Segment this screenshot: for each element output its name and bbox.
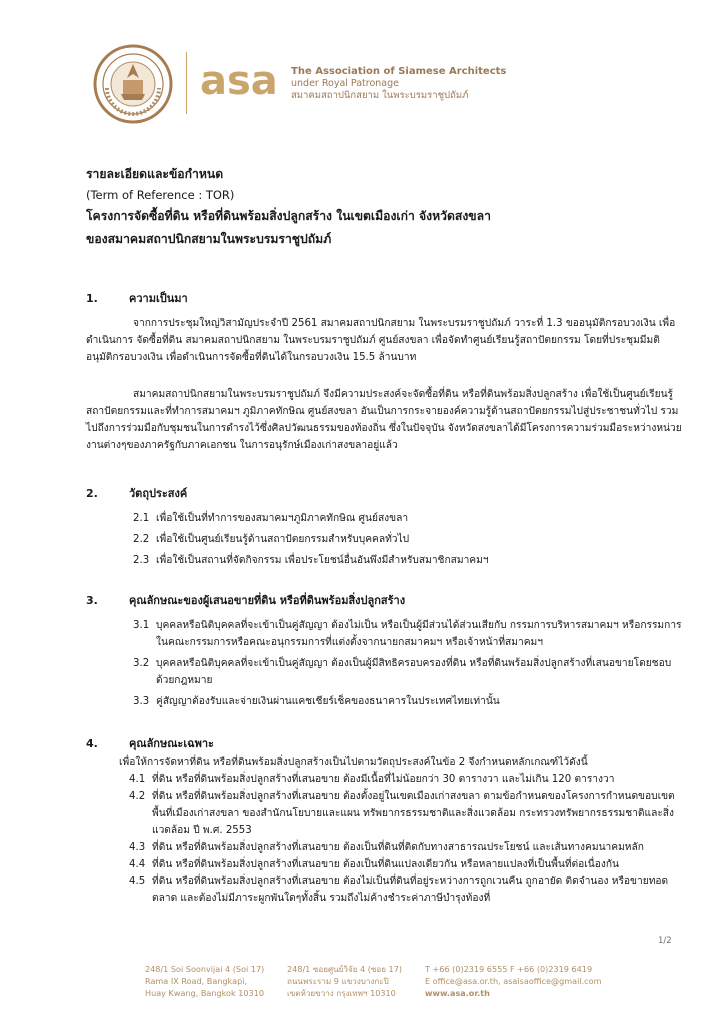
list-item-text: ที่ดิน หรือที่ดินพร้อมสิ่งปลูกสร้างที่เสนอขาย ต้องเป็นที่ดินที่ติดกับทางสาธารณประโยชน์ และเส้นทางคมนาคมหลัก: [152, 842, 644, 853]
section-number: 1.: [86, 292, 98, 305]
list-item: [129, 873, 686, 907]
title-line-2: (Term of Reference : TOR): [86, 188, 235, 202]
list-item-text: คู่สัญญาต้องรับและจ่ายเงินผ่านแคชเชียร์เช็คของธนาคารในประเทศไทยเท่านั้น: [156, 696, 500, 707]
header-divider: [186, 52, 187, 114]
list-item-number: 4.3: [129, 842, 146, 853]
list-item-text: บุคคลหรือนิติบุคคลที่จะเข้าเป็นคู่สัญญา ต้องไม่เป็น หรือเป็นผู้มีส่วนได้ส่วนเสียกับ กรรมการบริหารสมาคมฯ หรือกรรมการในคณะกรรมการหรือคณะอนุกรรมการที่แต่งตั้งจากนายกสมาคมฯ หรือเจ้าหน้าที่สมาคมฯ: [156, 620, 682, 648]
footer-website-link[interactable]: www.asa.or.th: [425, 988, 490, 999]
footer-line: เขตห้วยขวาง กรุงเทพฯ 10310: [287, 988, 396, 999]
footer-line: 248/1 Soi Soonvijai 4 (Soi 17): [145, 964, 265, 974]
list-item-text: ที่ดิน หรือที่ดินพร้อมสิ่งปลูกสร้างที่เสนอขาย ต้องไม่เป็นที่ดินที่อยู่ระหว่างการถูกเวนคืน ถูกอายัด ติดจำนอง หรือขายทอดตลาด และต้องไม่มีภาระผูกพันใดๆทั้งสิ้น รวมถึงไม่ค้างชำระค่าภาษีบำรุงท้องที่: [152, 876, 669, 904]
list-item-number: 3.3: [133, 696, 150, 707]
section-heading: [86, 290, 686, 307]
list-item-number: 3.2: [133, 658, 150, 669]
footer-email[interactable]: E office@asa.or.th, asaisaoffice@gmail.com: [425, 976, 602, 987]
section-intro: เพื่อให้การจัดหาที่ดิน หรือที่ดินพร้อมสิ่งปลูกสร้างเป็นไปตามวัตถุประสงค์ในข้อ 2 จึงกำหนดหลักเกณฑ์ไว้ดังนี้: [119, 757, 588, 768]
list-item-text: เพื่อใช้เป็นศูนย์เรียนรู้ด้านสถาปัตยกรรมสำหรับบุคคลทั่วไป: [156, 534, 410, 545]
section-title: คุณลักษณะเฉพาะ: [129, 737, 214, 750]
list-item: [133, 693, 686, 710]
footer-line: 248/1 ซอยศูนย์วิจัย 4 (ซอย 17): [287, 964, 403, 974]
association-name-th: สมาคมสถาปนิกสยาม ในพระบรมราชูปถัมภ์: [291, 90, 469, 101]
list-item-number: 4.1: [129, 774, 146, 785]
section-heading: [86, 592, 686, 609]
section-number: 3.: [86, 594, 98, 607]
list-item: [129, 771, 686, 788]
section-seller-qualifications: [86, 592, 686, 710]
list-item-text: เพื่อใช้เป็นสถานที่จัดกิจกรรม เพื่อประโยชน์อื่นอันพึงมีสำหรับสมาชิกสมาคมฯ: [156, 555, 489, 566]
list-item-number: 2.1: [133, 513, 150, 524]
page-number: 1/2: [658, 936, 672, 946]
list-item-number: 2.3: [133, 555, 150, 566]
list-item-text: ที่ดิน หรือที่ดินพร้อมสิ่งปลูกสร้างที่เสนอขาย ต้องตั้งอยู่ในเขตเมืองเก่าสงขลา ตามข้อกำหนดของโครงการกำหนดขอบเขตพื้นที่เมืองเก่าสงขลา ของสำนักนโยบายและแผน ทรัพยากรธรรมชาติและสิ่งแวดล้อม กระทรวงทรัพยากรธรรมชาติและสิ่งแวดล้อม ปี พ.ศ. 2553: [152, 791, 675, 836]
association-name: [291, 66, 506, 102]
association-seal-icon: [93, 44, 173, 124]
list-item: [129, 788, 686, 839]
list-item-text: บุคคลหรือนิติบุคคลที่จะเข้าเป็นคู่สัญญา ต้องเป็นผู้มีสิทธิครอบครองที่ดิน หรือที่ดินพร้อมสิ่งปลูกสร้างที่เสนอขายโดยชอบด้วยกฎหมาย: [156, 658, 672, 686]
list-item-text: เพื่อใช้เป็นที่ทำการของสมาคมฯภูมิภาคทักษิณ ศูนย์สงขลา: [156, 513, 409, 524]
list-item: [129, 839, 686, 856]
footer-address-th: [287, 963, 402, 1000]
list-item-text: ที่ดิน หรือที่ดินพร้อมสิ่งปลูกสร้างที่เสนอขาย ต้องเป็นที่ดินแปลงเดียวกัน หรือหลายแปลงที่เป็นพื้นที่ต่อเนื่องกัน: [152, 859, 619, 870]
list-item: [133, 655, 686, 689]
title-line-3: โครงการจัดซื้อที่ดิน หรือที่ดินพร้อมสิ่งปลูกสร้าง ในเขตเมืองเก่า จังหวัดสงขลา: [86, 209, 491, 223]
section-heading: [86, 485, 686, 502]
asa-logo-text: asa: [200, 58, 278, 104]
footer-line: ถนนพระราม 9 แขวงบางกะปิ: [287, 976, 389, 987]
document-title-block: [86, 163, 686, 251]
list-item: [129, 856, 686, 873]
list-item-text: ที่ดิน หรือที่ดินพร้อมสิ่งปลูกสร้างที่เสนอขาย ต้องมีเนื้อที่ไม่น้อยกว่า 30 ตารางวา และไม่เกิน 120 ตารางวา: [152, 774, 615, 785]
letterhead: [93, 44, 653, 124]
paragraph: สมาคมสถาปนิกสยามในพระบรมราชูปถัมภ์ จึงมีความประสงค์จะจัดซื้อที่ดิน หรือที่ดินพร้อมสิ่งปลูกสร้าง เพื่อใช้เป็นศูนย์เรียนรู้สถาปัตยกรรมและที่ทำการสมาคมฯ ภูมิภาคทักษิณ ศูนย์สงขลา อันเป็นการกระจายองค์ความรู้ด้านสถาปัตยกรรมไปสู่ประชาชนทั่วไป รวมไปถึงการร่วมมือกับชุมชนในการดำรงไว้ซึ่งศิลปวัฒนธรรมของท้องถิ่น ซึ่งในปัจจุบัน จังหวัดสงขลาได้มีโครงการความร่วมมือระหว่างหน่วยงานต่างๆของภาครัฐกับภาคเอกชน ในการอนุรักษ์เมืองเก่าสงขลาอยู่แล้ว: [86, 389, 682, 451]
section-number: 2.: [86, 487, 98, 500]
section-title: วัตถุประสงค์: [129, 487, 188, 500]
section-title: คุณลักษณะของผู้เสนอขายที่ดิน หรือที่ดินพร้อมสิ่งปลูกสร้าง: [129, 594, 406, 607]
association-patronage-en: under Royal Patronage: [291, 78, 400, 89]
paragraph: จากการประชุมใหญ่วิสามัญประจำปี 2561 สมาคมสถาปนิกสยาม ในพระบรมราชูปถัมภ์ วาระที่ 1.3 ขออนุมัติกรอบวงเงิน เพื่อดำเนินการ จัดซื้อที่ดิน สมาคมสถาปนิกสยาม ในพระบรมราชูปถัมภ์ ศูนย์สงขลา เพื่อจัดทำศูนย์เรียนรู้สถาปัตยกรรม โดยที่ประชุมมีมติอนุมัติกรอบวงเงิน เพื่อดำเนินการจัดซื้อที่ดินได้ในกรอบวงเงิน 15.5 ล้านบาท: [86, 318, 676, 363]
title-line-4: ของสมาคมสถาปนิกสยามในพระบรมราชูปถัมภ์: [86, 232, 332, 246]
title-line-1: รายละเอียดและข้อกำหนด: [86, 167, 224, 181]
list-item-number: 4.5: [129, 876, 146, 887]
list-item: [133, 531, 686, 548]
section-background: [86, 290, 686, 454]
list-item-number: 4.2: [129, 791, 146, 802]
section-specifications: [86, 735, 686, 907]
footer-contact: [425, 963, 601, 1000]
list-item: [133, 617, 686, 651]
section-number: 4.: [86, 737, 98, 750]
association-name-en: The Association of Siamese Architects: [291, 66, 507, 77]
section-heading: [86, 735, 686, 752]
list-item-number: 4.4: [129, 859, 146, 870]
section-objectives: [86, 485, 686, 569]
section-title: ความเป็นมา: [129, 292, 188, 305]
list-item: [133, 552, 686, 569]
list-item-number: 2.2: [133, 534, 150, 545]
footer-line: Rama IX Road, Bangkapi,: [145, 976, 248, 987]
footer-line: Huay Kwang, Bangkok 10310: [145, 988, 264, 999]
footer-address-en: [145, 963, 264, 1000]
list-item: [133, 510, 686, 527]
list-item-number: 3.1: [133, 620, 150, 631]
footer-phone: T +66 (0)2319 6555 F +66 (0)2319 6419: [425, 964, 593, 974]
